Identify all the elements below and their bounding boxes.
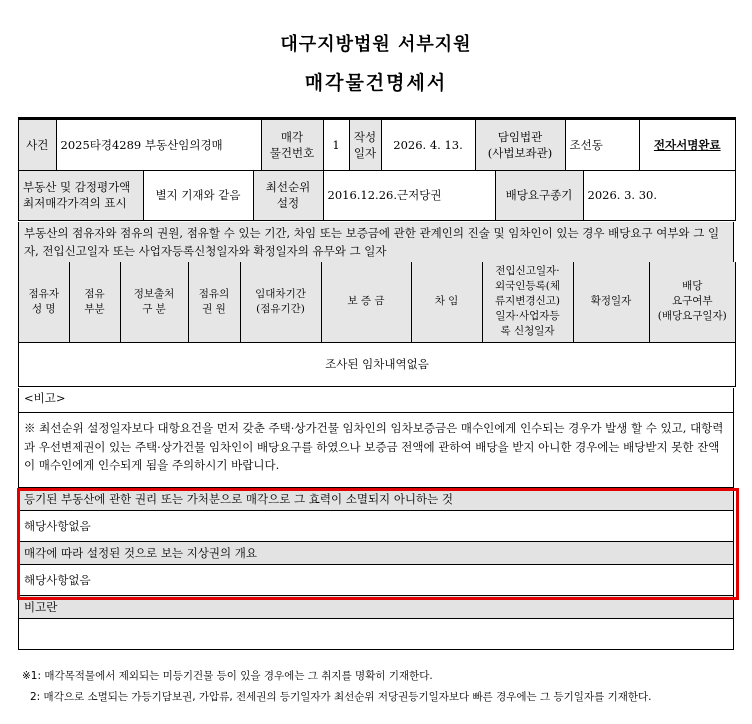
appraisal-label: 부동산 및 감정평가액 최저매각가격의 표시 xyxy=(19,171,143,221)
deadline-label: 배당요구종기 xyxy=(495,171,583,221)
tenant-column-header: 보 증 금 xyxy=(321,262,411,342)
priority-value: 2016.12.26.근저당권 xyxy=(323,171,495,221)
item-number: 1 xyxy=(323,120,349,170)
deadline-value: 2026. 3. 30. xyxy=(583,171,735,221)
no-tenant-text: 조사된 임차내역없음 xyxy=(19,342,735,386)
tenant-header-row xyxy=(19,262,735,342)
rights-value: 해당사항없음 xyxy=(19,511,733,542)
footnote-2: 2: 매각으로 소멸되는 가등기담보권, 가압류, 전세권의 등기일자가 최선순위 저당권등기일자보다 빠른 경우에는 그 등기일자를 기재한다. xyxy=(30,691,652,703)
superficies-label: 매각에 따라 설정된 것으로 보는 지상권의 개요 xyxy=(19,542,733,565)
occupancy-description-box xyxy=(18,222,734,263)
tenant-table xyxy=(18,262,736,387)
footnote-1: ※1: 매각목적물에서 제외되는 미등기건물 등이 있을 경우에는 그 취지를 명확히 기재한다. xyxy=(22,670,433,682)
case-number: 2025타경4289 부동산임의경매 xyxy=(56,120,261,170)
tenant-column-header: 배당 요구여부 (배당요구일자) xyxy=(649,262,735,342)
remarks-column-label: 비고란 xyxy=(19,596,733,619)
case-label: 사건 xyxy=(19,120,56,170)
document-title: 매각물건명세서 xyxy=(304,72,448,94)
item-number-label: 매각 물건번호 xyxy=(261,120,323,170)
priority-label: 최선순위 설정 xyxy=(253,171,323,221)
remarks-label: <비고> xyxy=(24,391,66,405)
tenant-column-header: 임대차기간 (점유기간) xyxy=(240,262,321,342)
court-name: 대구지방법원 서부지원 xyxy=(280,34,472,55)
notice-text: ※ 최선순위 설정일자보다 대항요건을 먼저 갖춘 주택·상가건물 임차인의 임차보증금은 매수인에게 인수되는 경우가 발생 할 수 있고, 대항력과 우선변제권이 있는 주택·상가건물 임차인이 배당요구를 하였으나 보증금 전액에 관하여 배당을 받지 아니한 경우에는 배당받지 못한 잔액이 매수인에게 인수되게 됨을 주의하시기 바랍니다. xyxy=(19,412,733,475)
remarks-notice-box xyxy=(18,388,734,488)
judge-label: 담임법관 (사법보좌관) xyxy=(475,120,565,170)
tenant-column-header: 점유의 권 원 xyxy=(188,262,240,342)
highlight-box xyxy=(17,488,739,600)
tenant-column-header: 정보출처 구 분 xyxy=(120,262,188,342)
tenant-column-header: 점유 부분 xyxy=(69,262,120,342)
appraisal-value: 별지 기재와 같음 xyxy=(143,171,253,221)
tenant-column-header: 확정일자 xyxy=(573,262,649,342)
tenant-column-header: 차 임 xyxy=(411,262,482,342)
superficies-value: 해당사항없음 xyxy=(19,565,733,596)
case-info-table xyxy=(18,120,736,221)
remarks-column-value xyxy=(19,619,733,650)
rights-label: 등기된 부동산에 관한 권리 또는 가처분으로 매각으로 그 효력이 소멸되지 아니하는 것 xyxy=(19,488,733,511)
tenant-column-header: 전입신고일자· 외국인등록(체 류지변경신고) 일자·사업자등 록 신청일자 xyxy=(482,262,573,342)
written-date: 2026. 4. 13. xyxy=(381,120,475,170)
judge-name: 조선동 xyxy=(565,120,639,170)
tenant-column-header: 점유자 성 명 xyxy=(19,262,69,342)
e-signature: 전자서명완료 xyxy=(653,137,721,152)
written-date-label: 작성 일자 xyxy=(349,120,381,170)
occupancy-description: 부동산의 점유자와 점유의 권원, 점유할 수 있는 기간, 차임 또는 보증금에 관한 관계인의 진술 및 임차인이 있는 경우 배당요구 여부와 그 일자, 전입신고일자 또는 사업자등록신청일자와 확정일자의 유무와 그 일자 xyxy=(19,222,733,263)
